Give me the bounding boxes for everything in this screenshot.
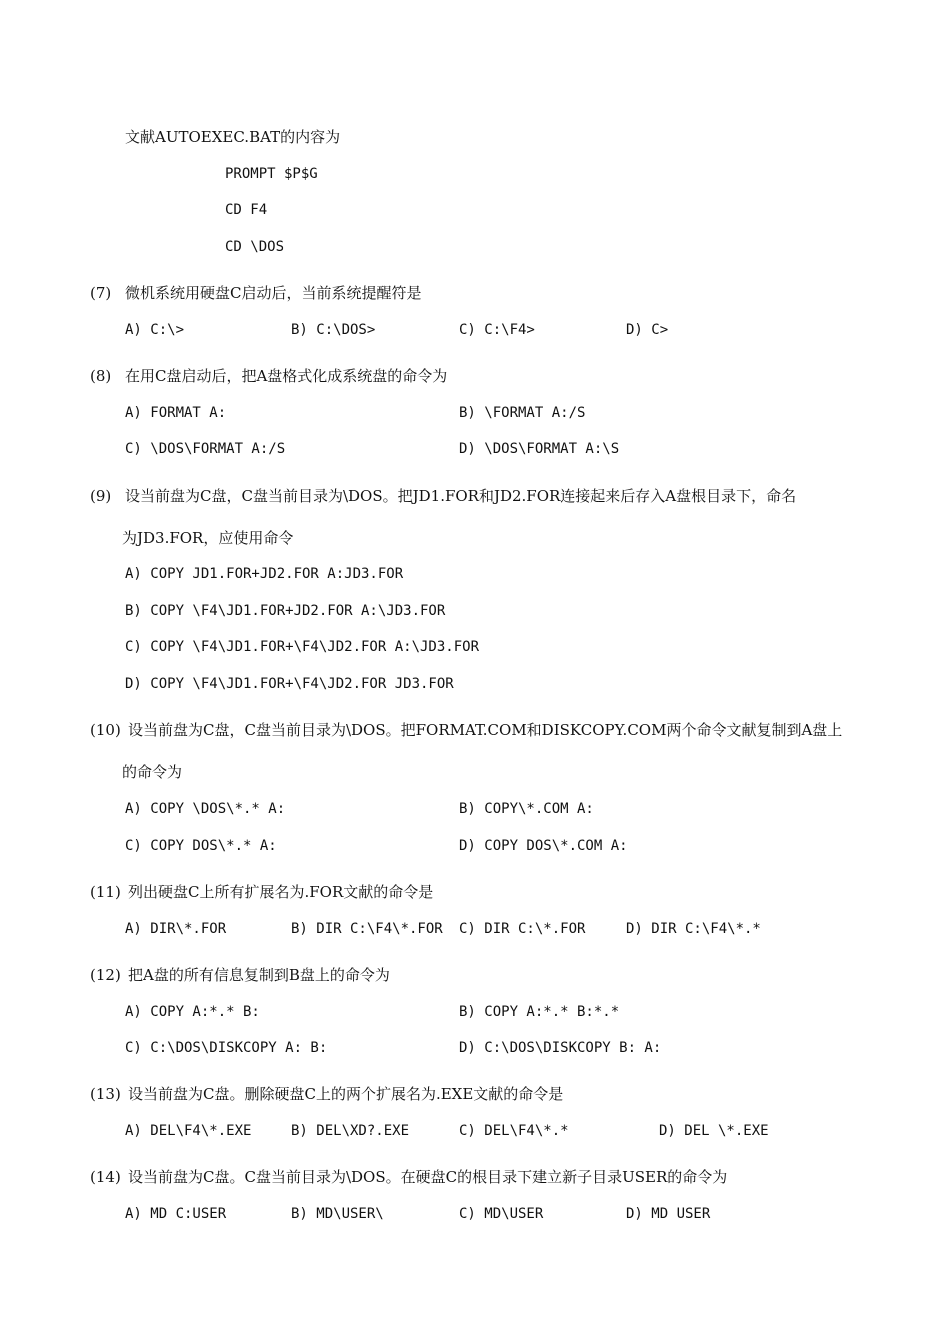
question-number: (8) <box>90 367 112 385</box>
option-b: B) COPY A:*.* B:*.* <box>459 1004 620 1020</box>
option-b: B) COPY\*.COM A: <box>459 801 594 817</box>
option-d: D) COPY \F4\JD1.FOR+\F4\JD2.FOR JD3.FOR <box>125 676 454 692</box>
option-a: A) MD C:USER <box>125 1206 227 1222</box>
option-d: D) DIR C:\F4\*.* <box>626 921 761 937</box>
option-c: C) COPY \F4\JD1.FOR+\F4\JD2.FOR A:\JD3.FOR <box>125 639 480 655</box>
option-d: D) MD USER <box>626 1206 711 1222</box>
option-d: D) C:\DOS\DISKCOPY B: A: <box>459 1040 662 1056</box>
question-text-continued: 为JD3.FOR，应使用命令 <box>122 529 294 547</box>
code-line: CD F4 <box>225 202 268 218</box>
question-text: 设当前盘为C盘，C盘当前目录为\DOS。把FORMAT.COM和DISKCOPY.COM两个命令文献复制到A盘上 <box>128 721 843 739</box>
option-c: C) DIR C:\*.FOR <box>459 921 586 937</box>
option-a: A) COPY A:*.* B: <box>125 1004 260 1020</box>
code-line: CD \DOS <box>225 239 285 255</box>
question-number: (12) <box>90 966 121 984</box>
option-a: A) C:\> <box>125 322 185 338</box>
option-d: D) C> <box>626 322 669 338</box>
option-c: C) C:\F4> <box>459 322 535 338</box>
question-text-continued: 的命令为 <box>122 763 183 781</box>
option-b: B) MD\USER\ <box>291 1206 384 1222</box>
question-text: 微机系统用硬盘C启动后，当前系统提醒符是 <box>125 284 422 302</box>
option-a: A) COPY JD1.FOR+JD2.FOR A:JD3.FOR <box>125 566 404 582</box>
question-text: 在用C盘启动后，把A盘格式化成系统盘的命令为 <box>125 367 448 385</box>
option-a: A) DEL\F4\*.EXE <box>125 1123 252 1139</box>
option-d: D) \DOS\FORMAT A:\S <box>459 441 620 457</box>
question-number: (7) <box>90 284 112 302</box>
question-text: 设当前盘为C盘，C盘当前目录为\DOS。把JD1.FOR和JD2.FOR连接起来后存入A盘根目录下，命名 <box>125 487 797 505</box>
option-c: C) COPY DOS\*.* A: <box>125 838 277 854</box>
option-a: A) FORMAT A: <box>125 405 227 421</box>
option-d: D) DEL \*.EXE <box>659 1123 769 1139</box>
option-b: B) C:\DOS> <box>291 322 376 338</box>
option-c: C) \DOS\FORMAT A:/S <box>125 441 286 457</box>
option-b: B) COPY \F4\JD1.FOR+JD2.FOR A:\JD3.FOR <box>125 603 446 619</box>
option-c: C) C:\DOS\DISKCOPY A: B: <box>125 1040 328 1056</box>
option-a: A) COPY \DOS\*.* A: <box>125 801 286 817</box>
code-line: PROMPT $P$G <box>225 166 318 182</box>
question-number: (13) <box>90 1085 121 1103</box>
option-b: B) DEL\XD?.EXE <box>291 1123 410 1139</box>
option-c: C) DEL\F4\*.* <box>459 1123 569 1139</box>
question-number: (11) <box>90 883 121 901</box>
question-number: (9) <box>90 487 112 505</box>
question-text: 设当前盘为C盘。删除硬盘C上的两个扩展名为.EXE文献的命令是 <box>128 1085 564 1103</box>
question-number: (10) <box>90 721 121 739</box>
question-number: (14) <box>90 1168 121 1186</box>
question-text: 列出硬盘C上所有扩展名为.FOR文献的命令是 <box>128 883 434 901</box>
question-text: 设当前盘为C盘。C盘当前目录为\DOS。在硬盘C的根目录下建立新子目录USER的命令为 <box>128 1168 728 1186</box>
option-c: C) MD\USER <box>459 1206 544 1222</box>
option-a: A) DIR\*.FOR <box>125 921 227 937</box>
intro-text: 文献AUTOEXEC.BAT的内容为 <box>125 128 341 146</box>
question-text: 把A盘的所有信息复制到B盘上的命令为 <box>128 966 390 984</box>
option-d: D) COPY DOS\*.COM A: <box>459 838 628 854</box>
option-b: B) DIR C:\F4\*.FOR <box>291 921 443 937</box>
option-b: B) \FORMAT A:/S <box>459 405 586 421</box>
